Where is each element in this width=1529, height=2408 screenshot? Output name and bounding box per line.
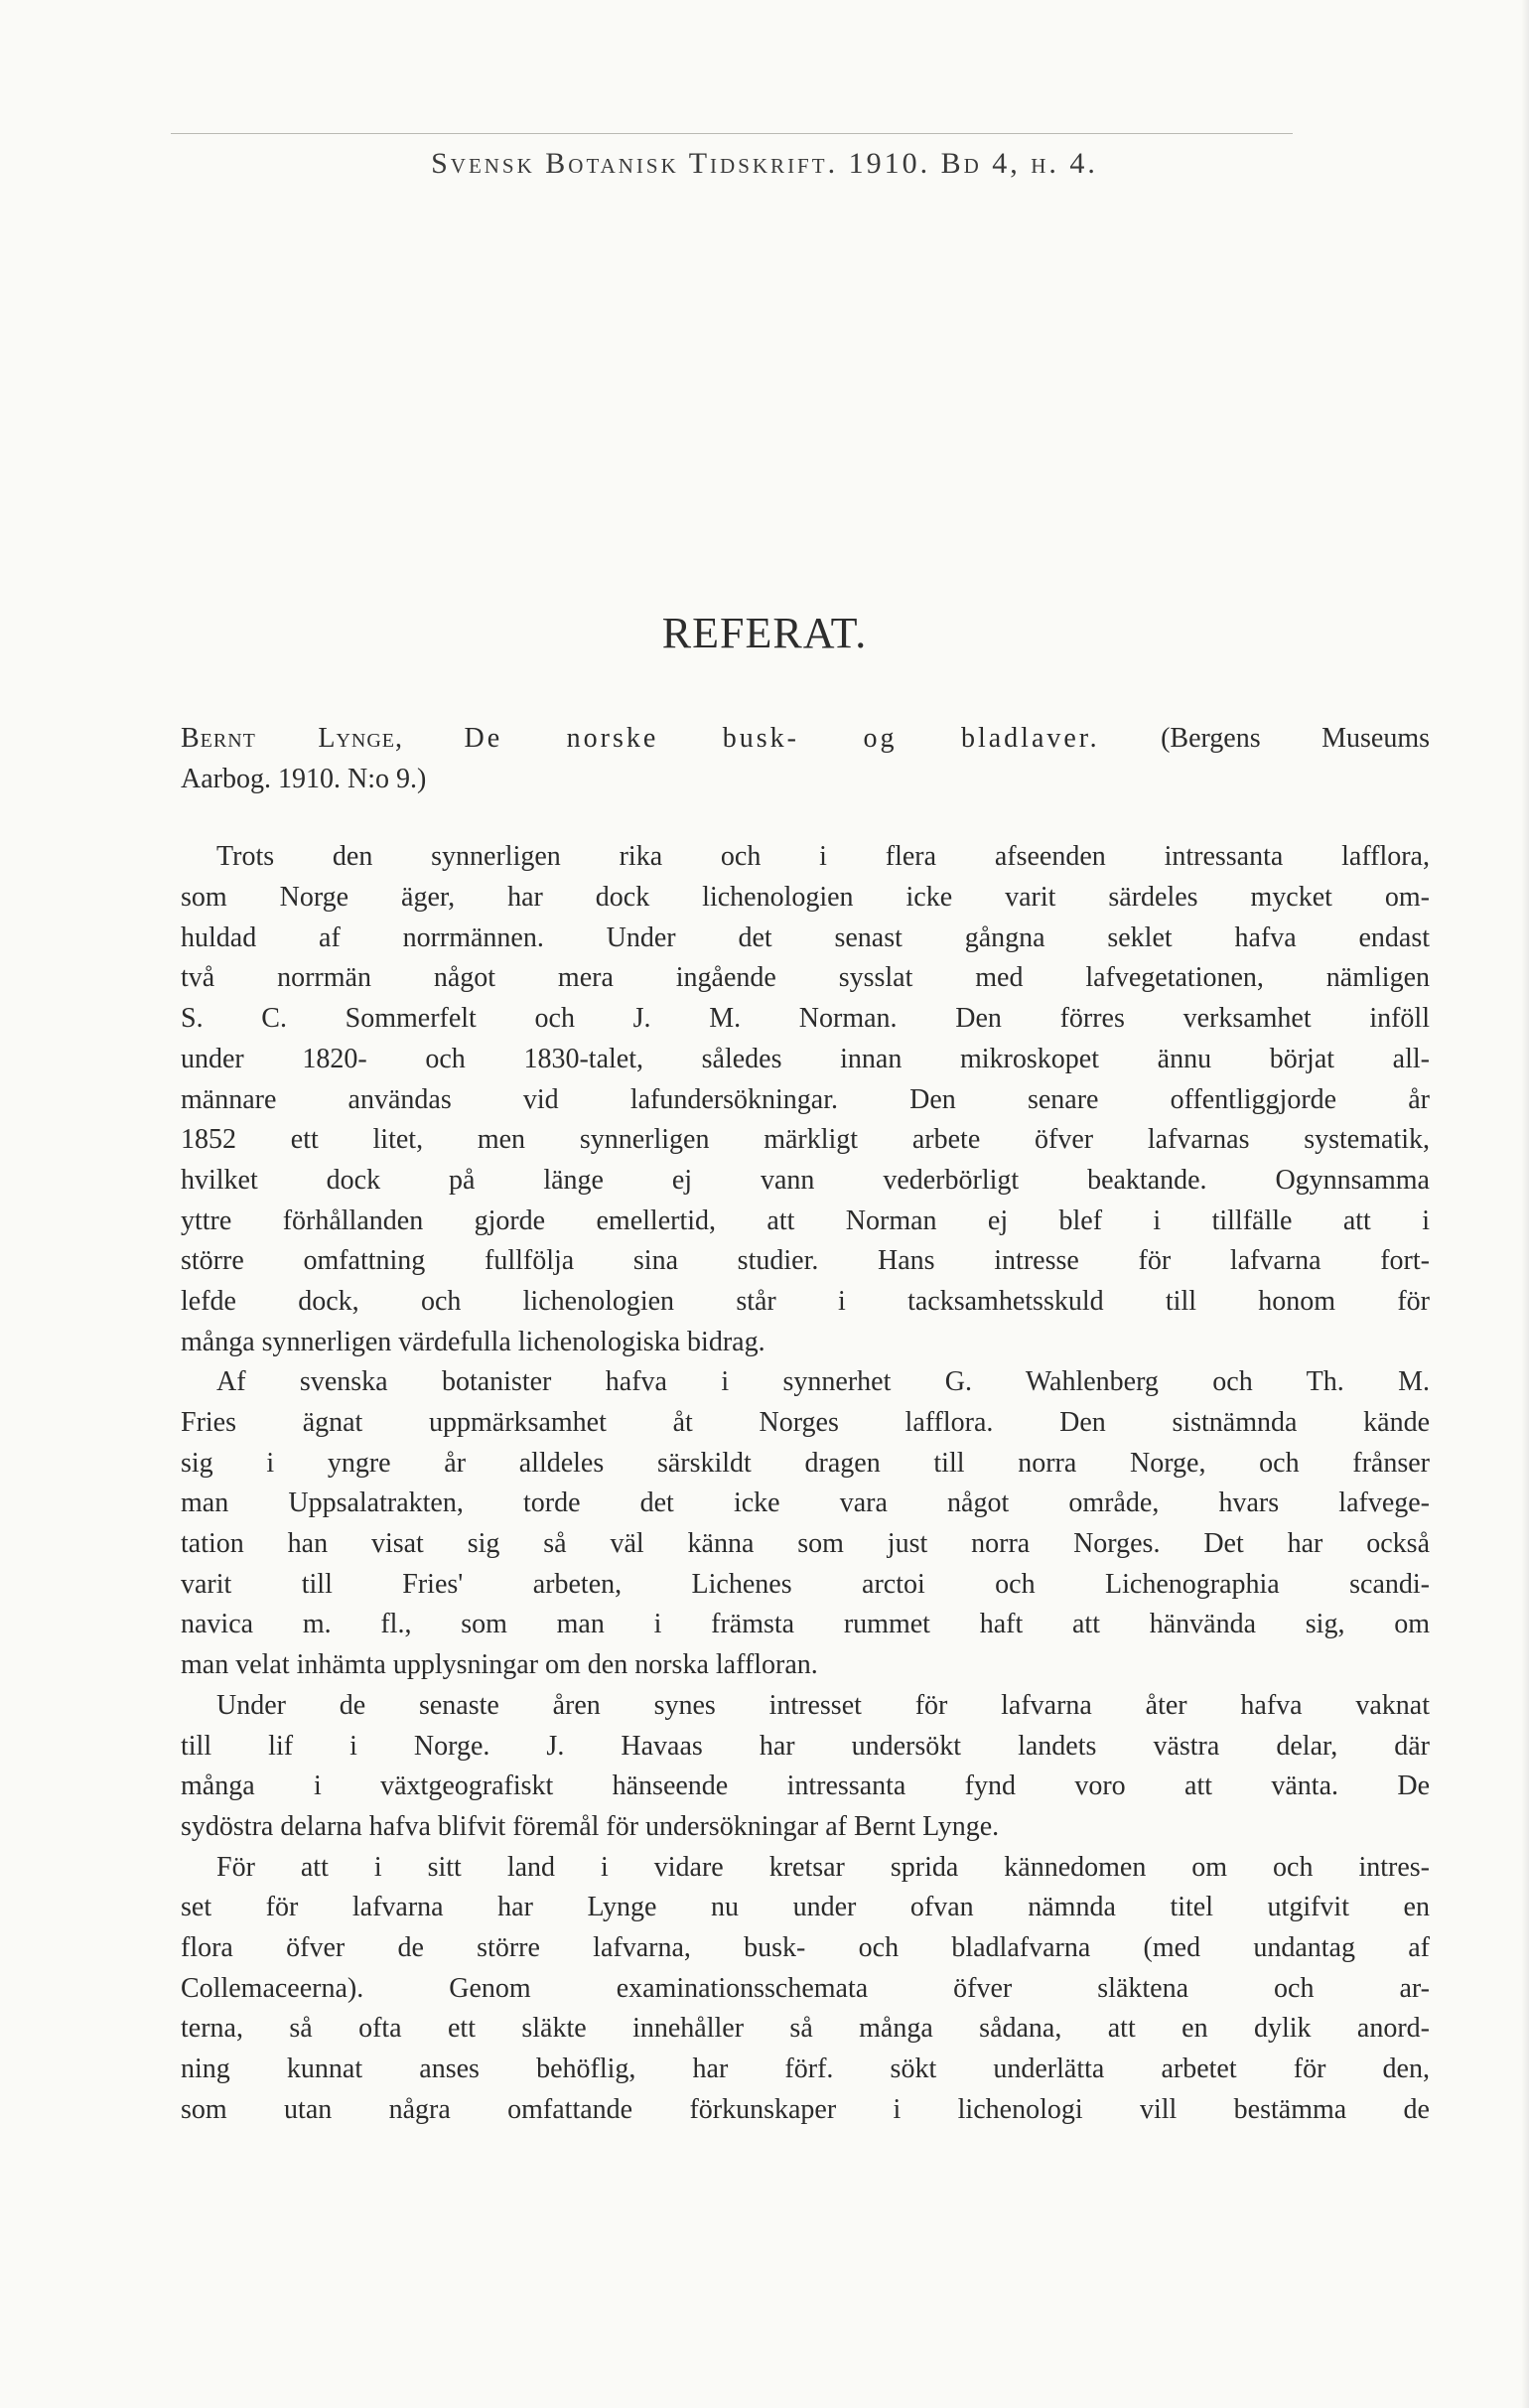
body-line: S. C. Sommerfelt och J. M. Norman. Den förres verksamhet inföll	[181, 1003, 1430, 1035]
body-line: man velat inhämta upplysningar om den norska laffloran.	[181, 1649, 818, 1681]
body-line: man Uppsalatrakten, torde det icke vara något område, hvars lafvege-	[181, 1487, 1430, 1519]
body-line: terna, så ofta ett släkte innehåller så många sådana, att en dylik anord-	[181, 2013, 1430, 2045]
body-line: navica m. fl., som man i främsta rummet haft att hänvända sig, om	[181, 1609, 1430, 1640]
citation-gap	[181, 799, 1430, 837]
body-line: ning kunnat anses behöflig, har förf. sökt underlätta arbetet för den,	[181, 2054, 1430, 2084]
body-line: För att i sitt land i vidare kretsar sprida kännedomen om och intres-	[216, 1851, 1430, 1883]
body-line: set för lafvarna har Lynge nu under ofvan nämnda titel utgifvit en	[181, 1892, 1430, 1923]
body-line: till lif i Norge. J. Havaas har undersökt landets västra delar, där	[181, 1730, 1430, 1762]
citation-work-title: De norske busk- og bladlaver.	[464, 723, 1100, 754]
body-line: flora öfver de större lafvarna, busk- och bladlafvarna (med undantag af	[181, 1931, 1430, 1963]
body-line: som utan några omfattande förkunskaper i lichenologi vill bestämma de	[181, 2093, 1430, 2125]
citation-line-1	[181, 719, 1430, 760]
review-article	[181, 719, 1430, 2130]
review-body	[181, 837, 1430, 2130]
body-line: som Norge äger, har dock lichenologien icke varit särdeles mycket om-	[181, 882, 1430, 914]
body-line: Collemaceerna). Genom examinationsschemata öfver släktena och ar-	[181, 1972, 1430, 2004]
body-line: varit till Fries' arbeten, Lichenes arctoi och Lichenographia scandi-	[181, 1568, 1430, 1600]
citation-author: Bernt Lynge,	[181, 723, 404, 754]
body-line: två norrmän något mera ingående sysslat med lafvegetationen, nämligen	[181, 962, 1430, 994]
body-line: 1852 ett litet, men synnerligen märkligt arbete öfver lafvarnas systematik,	[181, 1124, 1430, 1156]
page-edge-shadow	[1521, 0, 1529, 2408]
citation-source: (Bergens Museums	[1161, 723, 1430, 754]
body-line: hvilket dock på länge ej vann vederbörligt beaktande. Ogynnsamma	[181, 1164, 1430, 1196]
body-line: under 1820- och 1830-talet, således innan mikroskopet ännu börjat all-	[181, 1043, 1430, 1074]
header-rule	[171, 133, 1293, 134]
body-line: männare användas vid lafundersökningar. Den senare offentliggjorde år	[181, 1083, 1430, 1115]
body-line: tation han visat sig så väl känna som just norra Norges. Det har också	[181, 1528, 1430, 1560]
body-line: Trots den synnerligen rika och i flera afseenden intressanta lafflora,	[216, 841, 1430, 873]
body-line: Af svenska botanister hafva i synnerhet G. Wahlenberg och Th. M.	[216, 1366, 1430, 1398]
body-line: huldad af norrmännen. Under det senast gångna seklet hafva endast	[181, 921, 1430, 953]
body-line: många i växtgeografiskt hänseende intressanta fynd voro att vänta. De	[181, 1771, 1430, 1802]
citation-line-2: Aarbog. 1910. N:o 9.)	[181, 763, 427, 794]
body-line: sydöstra delarna hafva blifvit föremål för undersökningar af Bernt Lynge.	[181, 1810, 1000, 1842]
body-line: Fries ägnat uppmärksamhet åt Norges lafflora. Den sistnämnda kände	[181, 1407, 1430, 1438]
body-line: många synnerligen värdefulla lichenologiska bidrag.	[181, 1326, 765, 1357]
body-line: större omfattning fullfölja sina studier. Hans intresse för lafvarna fort-	[181, 1245, 1430, 1277]
running-head: Svensk Botanisk Tidskrift. 1910. Bd 4, h. 4.	[431, 147, 1098, 180]
body-line: lefde dock, och lichenologien står i tacksamhetsskuld till honom för	[181, 1285, 1430, 1317]
body-line: sig i yngre år alldeles särskildt dragen till norra Norge, och frånser	[181, 1447, 1430, 1479]
body-line: yttre förhållanden gjorde emellertid, att Norman ej blef i tillfälle att i	[181, 1204, 1430, 1236]
body-line: Under de senaste åren synes intresset för lafvarna åter hafva vaknat	[216, 1689, 1430, 1721]
section-title: REFERAT.	[661, 609, 868, 657]
